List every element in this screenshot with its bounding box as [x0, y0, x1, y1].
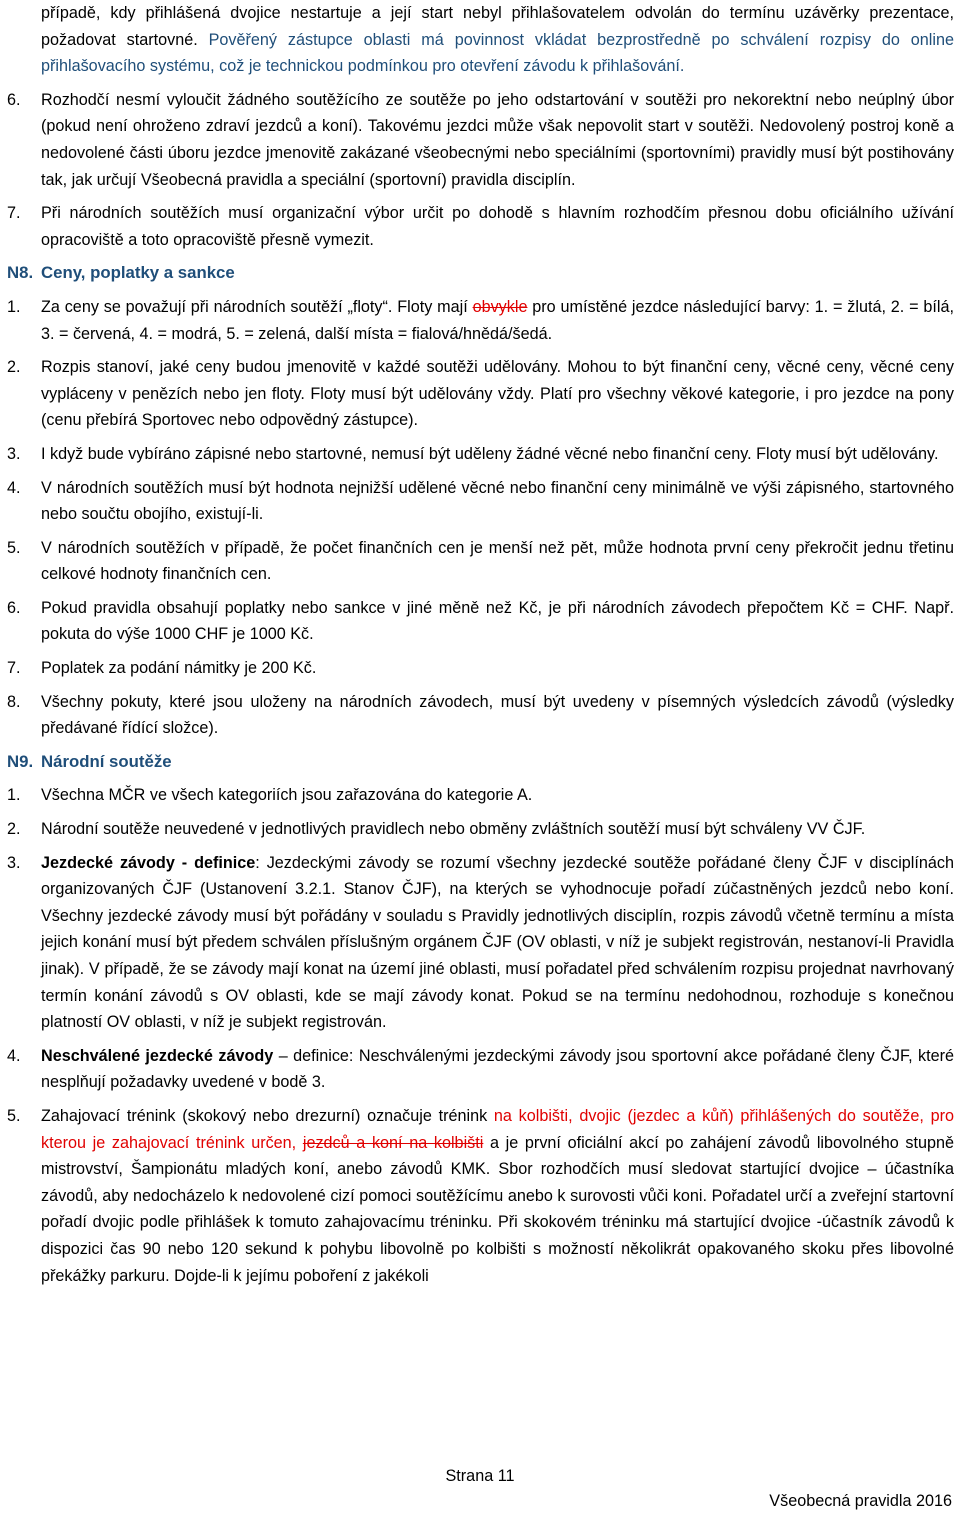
- n9-item-5: [7, 1103, 954, 1289]
- text-part: Za ceny se považují při národních soutěží „floty“. Floty mají: [41, 297, 473, 316]
- item-number: 5.: [7, 1106, 21, 1125]
- item-text: I když bude vybíráno zápisné nebo startovné, nemusí být uděleny žádné věcné nebo finanční ceny. Floty musí být udělovány.: [41, 444, 939, 463]
- item-number: 2.: [7, 358, 21, 377]
- item-number: 7.: [7, 204, 21, 223]
- item-text: [41, 1043, 954, 1096]
- item-text: [41, 1103, 954, 1289]
- inserted-text: na kolbišti, dvojic (jezdec a kůň) přihlášených do soutěže, pro kterou je zahajovací trénink určen,: [41, 1106, 954, 1152]
- item-number: 5.: [7, 538, 21, 557]
- item-number: 8.: [7, 692, 21, 711]
- deleted-text: obvykle: [472, 297, 528, 316]
- item-text: Národní soutěže neuvedené v jednotlivých pravidlech nebo obměny zvláštních soutěží musí být schváleny VV ČJF.: [41, 820, 866, 839]
- document-body: [7, 0, 954, 1289]
- text-part: – definice: Neschválenými jezdeckými závody jsou sportovní akce pořádané členy ČJF, které nesplňují požadavky uvedené v bodě 3.: [41, 1046, 954, 1092]
- intro-highlight-text: Pověřený zástupce oblasti má povinnost vkládat bezprostředně po schválení rozpisy do online přihlašovacího systému, což je technickou podmínkou pro otevření závodu k přihlašování.: [41, 30, 955, 76]
- n9-item-1: [7, 782, 954, 809]
- n8-item-7: [7, 655, 954, 682]
- paragraph-7: [7, 200, 954, 253]
- deleted-text: jezdců a koní na kolbišti: [302, 1133, 484, 1152]
- item-text: V národních soutěžích v případě, že počet finančních cen je menší než pět, může hodnota první ceny překročit jednu třetinu celkové hodnoty finančních cen.: [41, 538, 954, 584]
- n9-item-2: [7, 816, 954, 843]
- n9-item-4: [7, 1043, 954, 1096]
- item-number: 3.: [7, 853, 21, 872]
- item-text: Rozpis stanoví, jaké ceny budou jmenovitě v každé soutěži udělovány. Mohou to být finanční ceny, věcné ceny, věcné ceny vypláceny v penězích nebo jen floty. Floty musí být udělovány vždy. Platí pro všechny věkové kategorie, i pro jezdce na pony (cenu přebírá Sportovec nebo odpovědný zástupce).: [41, 358, 954, 430]
- n8-item-4: [7, 475, 954, 528]
- item-number: 6.: [7, 90, 21, 109]
- n8-item-5: [7, 535, 954, 588]
- section-heading-n8: [7, 260, 954, 287]
- item-text: [41, 294, 954, 347]
- n9-item-3: [7, 850, 954, 1036]
- item-number: 3.: [7, 444, 21, 463]
- item-number: 1.: [7, 297, 21, 316]
- n8-item-3: [7, 441, 954, 468]
- section-title: Ceny, poplatky a sankce: [41, 263, 235, 283]
- page-number: Strana 11: [445, 1467, 515, 1485]
- n8-item-6: [7, 595, 954, 648]
- item-text: [41, 850, 954, 1036]
- section-heading-n9: [7, 749, 954, 776]
- item-number: 6.: [7, 598, 21, 617]
- document-title-footer: Všeobecná pravidla 2016: [769, 1492, 952, 1510]
- intro-paragraph: [7, 0, 954, 80]
- text-part: a je první oficiální akcí po zahájení závodů libovolného stupně mistrovství, Šampionátu mladých koní, anebo závodů KMK. Sbor rozhodčích musí sledovat startující dvojice – účastníka závodů, aby nedocházelo k nedovolené cizí pomoci soutěžícímu anebo k surovosti vůči koni. Pořadatel určí a zveřejní startovní pořadí dvojic podle přihlášek k tomuto zahajovacímu tréninku. Při skokovém tréninku má startující dvojice -účastník závodů k dispozici čas 90 nebo 120 sekund k pohybu libovolně po kolbišti s možností několikrát opakovaného skoku přes libovolné překážky parkuru. Dojde-li k jejímu poboření z jakékoli: [41, 1133, 954, 1285]
- item-number: 7.: [7, 659, 21, 678]
- item-text: Všechny pokuty, které jsou uloženy na národních závodech, musí být uvedeny v písemných výsledcích závodů (výsledky předávané řídící složce).: [41, 692, 954, 738]
- item-text: Poplatek za podání námitky je 200 Kč.: [41, 659, 317, 678]
- item-text: V národních soutěžích musí být hodnota nejnižší udělené věcné nebo finanční ceny minimálně ve výši zápisného, startovného nebo součtu obojího, existují-li.: [41, 478, 954, 524]
- item-number: 2.: [7, 820, 21, 839]
- item-number: 1.: [7, 786, 21, 805]
- n8-item-8: [7, 689, 954, 742]
- item-number: 4.: [7, 478, 21, 497]
- item-number: 4.: [7, 1046, 21, 1065]
- item-text: Pokud pravidla obsahují poplatky nebo sankce v jiné měně než Kč, je při národních závodech přepočtem Kč = CHF. Např. pokuta do výše 1000 CHF je 1000 Kč.: [41, 598, 954, 644]
- text-part: pro umístěné jezdce následující barvy: 1. = žlutá, 2. = bílá, 3. = červená, 4. = modrá, 5. = zelená, další místa = fialová/hnědá/šedá.: [41, 297, 954, 343]
- item-text: Při národních soutěžích musí organizační výbor určit po dohodě s hlavním rozhodčím přesnou dobu oficiálního užívání opracoviště a toto opracoviště přesně vymezit.: [41, 204, 954, 249]
- section-label: N9.: [7, 751, 34, 771]
- bold-term: Jezdecké závody - definice: [41, 853, 256, 872]
- paragraph-6: [7, 87, 954, 193]
- section-label: N8.: [7, 263, 34, 283]
- text-part: Zahajovací trénink (skokový nebo drezurní) označuje trénink: [41, 1106, 494, 1125]
- intro-text: případě, kdy přihlášená dvojice nestartuje a její start nebyl přihlašovatelem odvolán do termínu uzávěrky prezentace, požadovat startovné.: [41, 4, 954, 49]
- n8-item-2: [7, 354, 954, 434]
- n8-item-1: [7, 294, 954, 347]
- bold-term: Neschválené jezdecké závody: [41, 1046, 274, 1065]
- item-text: Rozhodčí nesmí vyloučit žádného soutěžícího ze soutěže po jeho odstartování v soutěži pro nekorektní nebo neúplný úbor (pokud není ohroženo zdraví jezdců a koní). Takovému jezdci může však nepovolit start v soutěži. Nedovolený postroj koně a nedovolené části úboru jezdce jmenovitě zakázané všeobecnými nebo speciálními (sportovními) pravidly musí být postihovány tak, jak určují Všeobecná pravidla a speciální (sportovní) pravidla disciplín.: [41, 90, 954, 189]
- item-text: Všechna MČR ve všech kategoriích jsou zařazována do kategorie A.: [41, 786, 533, 805]
- section-title: Národní soutěže: [41, 751, 172, 771]
- text-part: : Jezdeckými závody se rozumí všechny jezdecké soutěže pořádané členy ČJF v disciplínách organizovaných ČJF (Ustanovení 3.2.1. Stanov ČJF), na kterých se vyhodnocuje pořadí zúčastněných jezdců nebo koní. Všechny jezdecké závody musí být pořádány v souladu s Pravidly jednotlivých disciplín, rozpis závodů včetně termínu a místa jejich konání musí být předem schválen příslušným orgánem ČJF (OV oblasti, v níž je subjekt registrován, nestanoví-li Pravidla jinak). V případě, že se závody mají konat na území jiné oblasti, musí pořadatel před schválením rozpisu projednat navrhovaný termín konání závodů s OV oblasti, kde se mají závody konat. Pokud se na termínu nedohodnou, rozhoduje s konečnou platností OV oblasti, v níž je subjekt registrován.: [41, 853, 954, 1032]
